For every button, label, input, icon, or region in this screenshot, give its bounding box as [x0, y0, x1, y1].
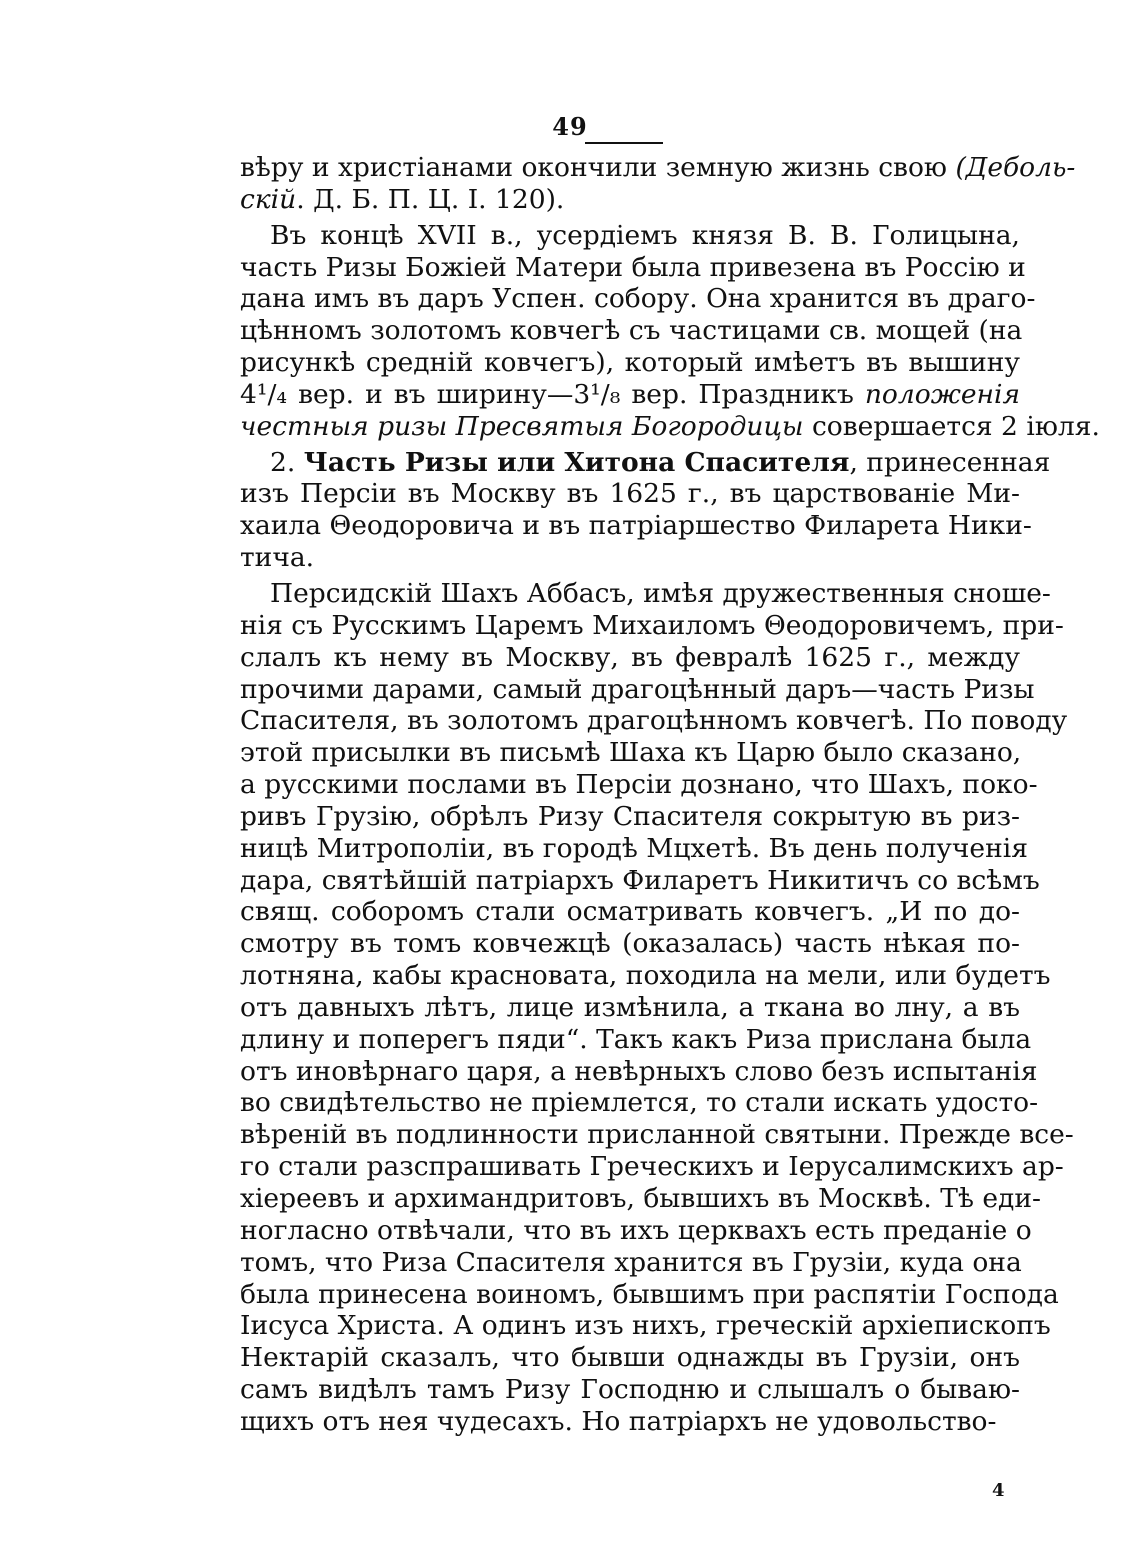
text-run: во свидѣтельство не пріемлется, то стали искать удосто-: [240, 1087, 1039, 1119]
text-run: ногласно отвѣчали, что въ ихъ церквахъ есть преданіе о: [240, 1214, 1032, 1246]
text-line: [240, 251, 1026, 284]
text-line: [240, 1310, 1051, 1342]
text-run: вѣреній въ подлинности присланной святыни. Прежде все-: [240, 1119, 1074, 1151]
text-line: [240, 152, 1076, 184]
text-run: хіереевъ и архимандритовъ, бывшихъ въ Москвѣ. Тѣ еди-: [240, 1183, 1041, 1214]
text-line: [240, 801, 1020, 833]
bold-text: Часть Ризы или Хитона Спасителя: [303, 446, 850, 478]
text-line: [240, 220, 1020, 252]
text-run: самъ видѣлъ тамъ Ризу Господню и слышалъ о бываю-: [240, 1374, 1020, 1406]
text-run: Въ концѣ XVII в., усердіемъ князя В. В. Голицына,: [270, 219, 1020, 251]
text-run: смотру въ томъ ковчежцѣ (оказалась) часть нѣкая по-: [240, 928, 1020, 960]
text-run: лотняна, кабы красновата, походила на мели, или будетъ: [240, 960, 1051, 992]
text-line: [240, 1342, 1020, 1374]
text-run: этой присылки въ письмѣ Шаха къ Царю было сказано,: [240, 737, 1022, 769]
text-run: ривъ Грузію, обрѣлъ Ризу Спасителя сокрытую въ риз-: [240, 800, 1020, 832]
signature-mark: 4: [992, 1480, 1005, 1501]
text-run: , принесенная: [849, 446, 1051, 478]
text-run: . Д. Б. П. Ц. I. 120).: [296, 183, 565, 215]
text-line: [240, 510, 1032, 542]
text-line: [240, 446, 1051, 479]
text-run: длину и поперегъ пяди“. Такъ какъ Риза прислана была: [240, 1023, 1032, 1055]
text-run: ницѣ Митрополіи, въ городѣ Мцхетѣ. Въ день полученія: [240, 832, 1028, 864]
text-run: изъ Персіи въ Москву въ 1625 г., въ царствованіе Ми-: [240, 478, 1020, 510]
text-run: часть Ризы Божіей Матери была привезена въ Россію и: [240, 251, 1026, 283]
text-run: 4¹/₄ вер. и въ ширину—3¹/₈ вер. Праздникъ: [240, 378, 865, 410]
italic-text: честныя ризы Пресвятыя Богородицы: [240, 410, 804, 442]
text-run: томъ, что Риза Спасителя хранится въ Грузіи, куда она: [240, 1246, 1022, 1278]
text-run: прочими дарами, самый драгоцѣнный даръ—часть Ризы: [240, 673, 1035, 705]
text-line: [240, 283, 1036, 315]
page-number: 49: [552, 112, 588, 141]
italic-text: положенія: [864, 378, 1020, 410]
text-line: [240, 705, 1068, 737]
text-run: нія съ Русскимъ Царемъ Михаиломъ Θеодоровичемъ, при-: [240, 609, 1064, 641]
text-line: [240, 864, 1040, 897]
text-run: отъ иновѣрнаго царя, а невѣрныхъ слово безъ испытанія: [240, 1055, 1038, 1087]
text-line: [240, 769, 1038, 801]
body-text: [240, 152, 1100, 1438]
text-line: [240, 1151, 1064, 1183]
italic-text: скій: [240, 183, 297, 215]
text-line: [240, 673, 1035, 706]
text-run: го стали разспрашивать Греческихъ и Іерусалимскихъ ар-: [240, 1151, 1064, 1183]
text-line: [240, 410, 1100, 443]
text-run: Спасителя, въ золотомъ драгоцѣнномъ ковчегѣ. По поводу: [240, 705, 1068, 737]
text-line: [240, 832, 1028, 865]
text-run: Нектарій сказалъ, что бывши однажды въ Грузіи, онъ: [240, 1342, 1020, 1374]
text-run: а русскими послами въ Персіи дознано, что Шахъ, поко-: [240, 769, 1038, 801]
text-line: [240, 737, 1020, 769]
text-line: [240, 960, 1051, 992]
text-line: [240, 379, 1020, 411]
text-line: [240, 1247, 1020, 1279]
text-line: [240, 1214, 1032, 1247]
text-run: слалъ къ нему въ Москву, въ февралѣ 1625 г., между: [240, 641, 1020, 673]
text-line: [240, 478, 1020, 510]
text-run: дана имъ въ даръ Успен. собору. Она хранится въ драго-: [240, 283, 1036, 315]
text-run: щихъ отъ нея чудесахъ. Но патріархъ не удовольство-: [240, 1405, 997, 1437]
header-rule: [585, 142, 663, 144]
text-line: [240, 1183, 1041, 1215]
text-run: тича.: [240, 542, 315, 574]
text-run: отъ давныхъ лѣтъ, лице измѣнила, а ткана во лну, а въ: [240, 991, 1020, 1023]
text-line: [240, 1278, 1059, 1311]
text-line: [240, 184, 1020, 216]
text-run: дара, святѣйшій патріархъ Филаретъ Никитичъ со всѣмъ: [240, 864, 1040, 896]
text-run: 2.: [270, 446, 304, 478]
text-run: Іисуса Христа. А одинъ изъ нихъ, греческій архіепископъ: [240, 1310, 1051, 1342]
text-line: [240, 992, 1020, 1024]
text-run: цѣнномъ золотомъ ковчегѣ съ частицами св. мощей (на: [240, 315, 1023, 347]
text-line: [240, 1023, 1032, 1056]
text-line: [240, 896, 1020, 928]
italic-text: (Деболь-: [955, 152, 1076, 183]
text-run: рисункѣ средній ковчегъ), который имѣетъ въ вышину: [240, 347, 1020, 379]
text-run: хаила Θеодоровича и въ патріаршество Филарета Ники-: [240, 510, 1032, 542]
text-line: [240, 609, 1064, 642]
text-line: [240, 1374, 1020, 1406]
text-line: [240, 315, 1023, 347]
text-line: [240, 1087, 1039, 1119]
text-line: [240, 1406, 1020, 1438]
text-run: совершается 2 іюля.: [803, 410, 1100, 442]
text-line: [240, 928, 1020, 960]
text-line: [240, 642, 1020, 674]
text-line: [240, 577, 1051, 610]
text-line: [240, 542, 1020, 574]
text-run: была принесена воиномъ, бывшимъ при распятіи Господа: [240, 1278, 1059, 1310]
text-line: [240, 347, 1020, 379]
text-line: [240, 1055, 1038, 1088]
text-run: Персидскій Шахъ Аббасъ, имѣя дружественныя сноше-: [270, 577, 1051, 609]
text-run: вѣру и христіанами окончили земную жизнь свою: [240, 152, 956, 183]
text-run: свящ. соборомъ стали осматривать ковчегъ. „И по до-: [240, 896, 1020, 928]
text-line: [240, 1119, 1074, 1151]
